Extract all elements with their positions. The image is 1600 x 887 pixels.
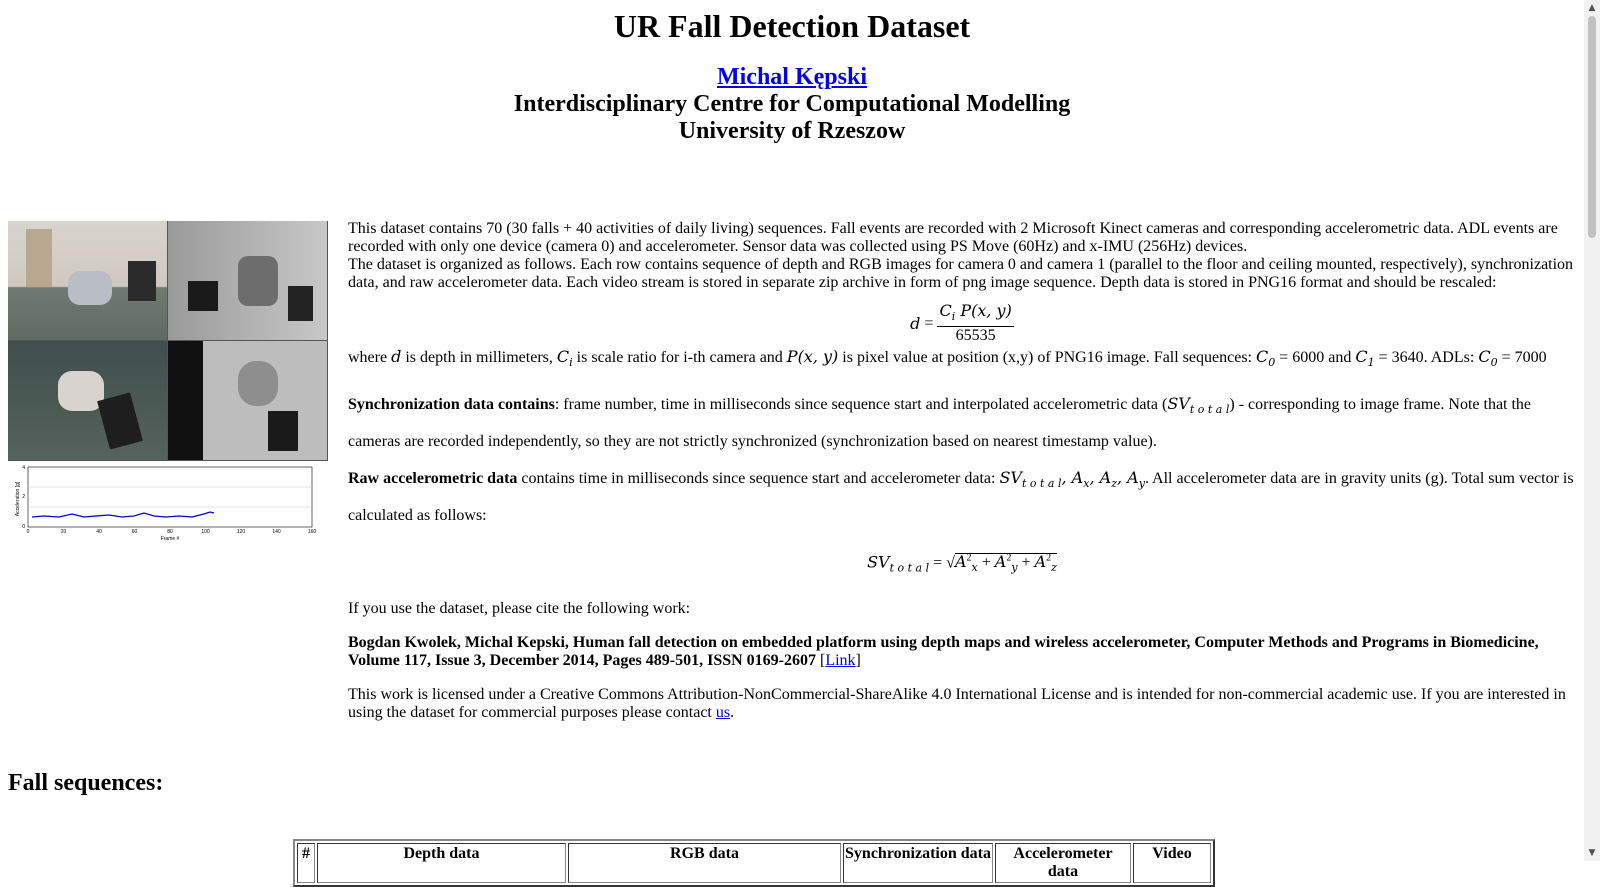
text: = 7000 (1497, 349, 1547, 366)
math-sub: 0 (1268, 356, 1276, 369)
math-c: C (1355, 347, 1368, 366)
text: ) - corresponding to image frame. Note that the cameras are recorded independently, so they are not strictly synchronized (synchronization based on nearest timestamp value). (348, 396, 1532, 450)
x-tick: 100 (201, 529, 210, 535)
math-c: C (1255, 347, 1269, 366)
x-tick: 0 (26, 529, 30, 535)
citation-link[interactable]: Link (825, 652, 856, 669)
math-p: P(x, y) (786, 347, 839, 366)
vertical-scrollbar[interactable] (1584, 0, 1600, 861)
math-sub: i (569, 356, 573, 369)
formula-radicand: $A^2_x + A^2_y + A^2_z$ (954, 552, 1057, 575)
formula-numerator-rest: P(x, y) (955, 301, 1012, 320)
table-header-row (297, 843, 1211, 883)
math-a: A (994, 552, 1007, 572)
dataset-sample-image (8, 221, 328, 461)
intro-paragraph-1: This dataset contains 70 (30 falls + 40 activities of daily living) sequences. Fall events are recorded with 2 Microsoft Kinect cameras and corresponding accelerometric data. ADL events are recorded with only one device (camera 0) and accelerometer. Sensor data was collected using PS Move (60Hz) and x-IMU (256Hz) devices. (348, 220, 1558, 255)
math-sub: 1 (1367, 356, 1375, 369)
x-tick: 40 (96, 529, 102, 535)
affiliation-line-1: Interdisciplinary Centre for Computational Modelling (513, 91, 1071, 117)
depth-formula (348, 302, 1576, 342)
math-c: C (556, 347, 570, 366)
column-header: Accelerometer data (995, 843, 1131, 883)
math-sq: 2 (1046, 553, 1052, 564)
math-sub: x (1083, 477, 1090, 490)
math-sub: z (1111, 477, 1117, 490)
citation-text: Bogdan Kwolek, Michal Kepski, Human fall detection on embedded platform using depth maps and wireless accelerometer, Computer Methods and Programs in Biomedicine, Volume 117, Issue 3, December 2014, Pages 489-501, ISSN 0169-2607 (348, 634, 1539, 669)
scroll-down-arrow-icon[interactable]: ▼ (1588, 848, 1596, 858)
text: is pixel value at position (x,y) of PNG16 image. Fall sequences: (838, 349, 1256, 366)
graph-y-label: Acceleration [g] (15, 481, 21, 517)
x-tick: 120 (236, 529, 246, 535)
formula-denominator: 65535 (955, 327, 996, 344)
sync-heading: Synchronization data contains (348, 396, 555, 413)
math-sub: z (1051, 561, 1057, 575)
math-a: , A (1116, 468, 1139, 487)
column-header: # (297, 843, 315, 883)
math-sub: t o t a l (889, 561, 930, 575)
license-text: This work is licensed under a Creative Commons Attribution-NonCommercial-ShareAlike 4.0 International License and is intended for non-commercial academic use. If you are interested in using the dataset for commercial purposes please contact (348, 686, 1566, 721)
math-d: d (391, 347, 402, 366)
math-sv: SV (867, 552, 890, 572)
raw-heading: Raw accelerometric data (348, 470, 518, 487)
affiliation-line-2: University of Rzeszow (678, 118, 906, 144)
math-sq: 2 (966, 553, 972, 564)
formula-lhs: d (910, 313, 921, 333)
y-tick: 2 (22, 494, 25, 500)
math-sub: y (1138, 477, 1145, 490)
text: : frame number, time in milliseconds since sequence start and interpolated accelerometric data ( (554, 396, 1168, 413)
license-paragraph: This work is licensed under a Creative Commons Attribution-NonCommercial-ShareAlike 4.0 International License and is intended for non-commercial academic use. If you are interested in using the dataset for commercial purposes please contact us. (348, 686, 1566, 721)
column-header: Synchronization data (843, 843, 993, 883)
x-tick: 80 (167, 529, 173, 535)
text: = 3640. ADLs: (1374, 349, 1479, 366)
x-tick: 140 (272, 529, 281, 535)
math-sq: 2 (1006, 553, 1012, 564)
cite-intro: If you use the dataset, please cite the following work: (348, 600, 691, 617)
rgb-camera0-image (8, 221, 167, 340)
math-sub: y (1011, 561, 1018, 575)
column-header: Depth data (317, 843, 566, 883)
author-link[interactable]: Michal Kępski (716, 64, 867, 90)
math-a: A (1034, 552, 1047, 572)
y-tick: 0 (22, 524, 25, 530)
where-paragraph (348, 348, 1576, 372)
intro-paragraph-2: The dataset is organized as follows. Each row contains sequence of depth and RGB images for camera 0 and camera 1 (parallel to the floor and ceiling mounted, respectively), synchronization data, and raw accelerometer data. Each video stream is stored in separate zip archive in form of png image sequence. Depth data is stored in PNG16 format and should be rescaled: (348, 256, 1574, 291)
formula-equals: = √ (933, 554, 955, 572)
contact-link[interactable]: us (715, 704, 731, 721)
formula-equals: = (924, 314, 934, 332)
math-sv: SV (1167, 394, 1190, 413)
x-tick: 60 (131, 529, 138, 535)
math-c: C (1478, 347, 1491, 366)
x-tick: 160 (307, 529, 317, 535)
math-a: , A (1089, 468, 1112, 487)
text: = 6000 and (1275, 349, 1356, 366)
fall-sequences-table (293, 839, 1215, 887)
fall-sequences-heading: Fall sequences: (8, 770, 164, 796)
formula-numerator: C (939, 301, 952, 320)
raw-paragraph (348, 462, 1576, 532)
math-a: A (954, 552, 967, 572)
math-sub: 0 (1490, 356, 1498, 369)
text: where (348, 349, 392, 366)
math-sub: x (971, 561, 978, 575)
y-tick: 4 (22, 465, 25, 471)
citation-paragraph: Bogdan Kwolek, Michal Kepski, Human fall detection on embedded platform using depth maps and wireless accelerometer, Computer Methods and Programs in Biomedicine, Volume 117, Issue 3, December 2014, Pages 489-501, ISSN 0169-2607 [Link] (348, 634, 1539, 669)
x-tick: 20 (60, 529, 67, 535)
text: . All accelerometer data are in gravity units (g). Total sum vector is calculated as follows: (348, 470, 1574, 524)
graph-x-label: Frame # (160, 536, 180, 542)
rgb-camera1-image (8, 341, 167, 460)
sv-formula (348, 550, 1576, 590)
depth-camera0-image (168, 221, 327, 340)
math-sub: t o t a l (1189, 403, 1230, 416)
acceleration-graph (14, 465, 320, 543)
description-content (348, 220, 1576, 722)
math-sv: SV (999, 468, 1022, 487)
text: is scale ratio for i-th camera and (572, 349, 787, 366)
text: is depth in millimeters, (401, 349, 557, 366)
text: contains time in milliseconds since sequence start and accelerometer data: (517, 470, 1000, 487)
scroll-up-arrow-icon[interactable]: ▲ (1588, 3, 1596, 13)
page-title: UR Fall Detection Dataset (613, 8, 971, 44)
math-sub: t o t a l (1021, 477, 1062, 490)
sync-paragraph (348, 388, 1576, 458)
formula-fraction (937, 302, 1013, 345)
scrollbar-thumb[interactable] (1588, 16, 1596, 238)
depth-camera1-image (168, 341, 327, 460)
column-header: RGB data (568, 843, 841, 883)
author-block (0, 64, 1584, 145)
formula-numerator-sub: i (951, 310, 956, 323)
column-header: Video (1133, 843, 1211, 883)
math-a: , A (1061, 468, 1084, 487)
